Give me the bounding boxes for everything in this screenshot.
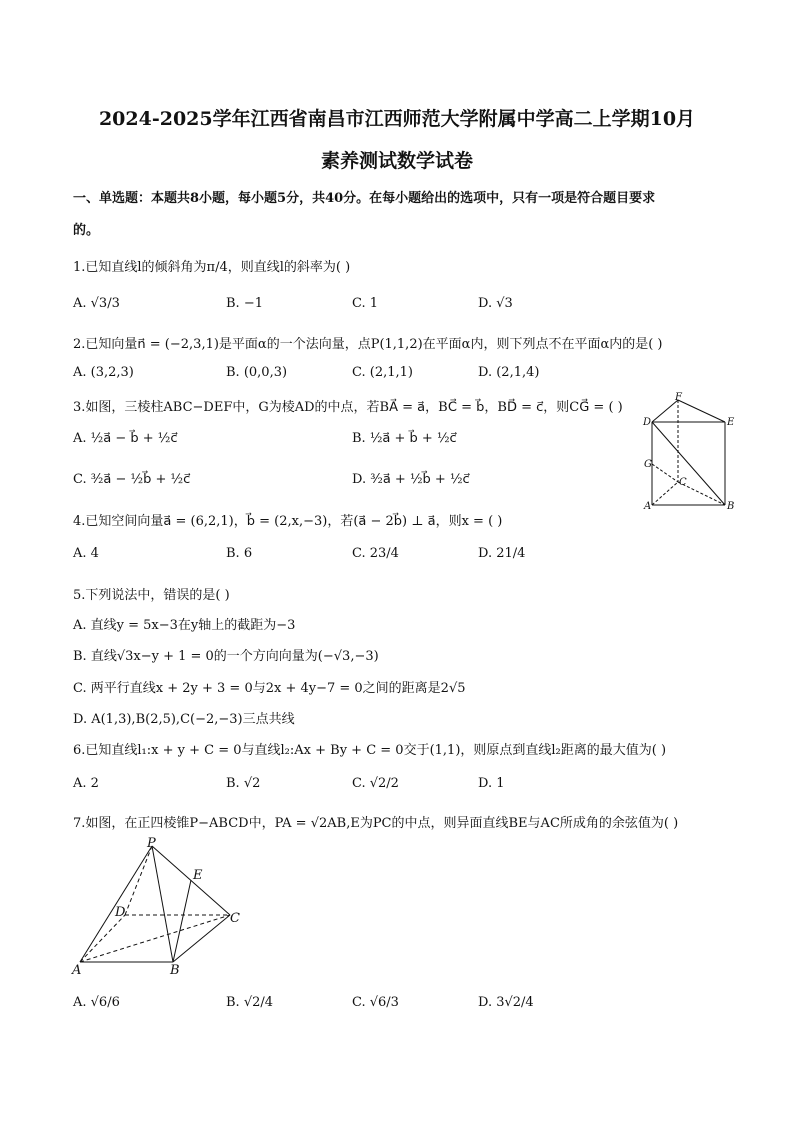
question-2-stem: 2.已知向量n⃗ = (−2,3,1)是平面α的一个法向量，点P(1,1,2)在平面α内，则下列点不在平面α内的是( ) bbox=[73, 337, 663, 352]
question-7-option-d: D. 3√2/4 bbox=[478, 995, 534, 1010]
prism-label-g: G bbox=[644, 459, 652, 470]
question-3-option-c: C. ³⁄₂a⃗ − ½b⃗ + ½c⃗ bbox=[73, 472, 191, 487]
question-1-option-a: A. √3/3 bbox=[73, 296, 120, 311]
question-3-option-d: D. ³⁄₂a⃗ + ½b⃗ + ½c⃗ bbox=[352, 472, 470, 487]
question-3-option-a: A. ½a⃗ − b⃗ + ½c⃗ bbox=[73, 431, 178, 446]
question-4-option-c: C. 23/4 bbox=[352, 546, 399, 561]
question-2-option-b: B. (0,0,3) bbox=[226, 365, 288, 380]
question-7-option-a: A. √6/6 bbox=[73, 995, 120, 1010]
question-1-option-b: B. −1 bbox=[226, 296, 263, 311]
question-7-option-b: B. √2/4 bbox=[226, 995, 274, 1010]
question-2-option-d: D. (2,1,4) bbox=[478, 365, 540, 380]
pyramid-label-d: D bbox=[115, 905, 126, 920]
pyramid-label-b: B bbox=[170, 963, 180, 978]
pyramid-label-p: P bbox=[147, 836, 156, 851]
question-4-stem: 4.已知空间向量a⃗ = (6,2,1)，b⃗ = (2,x,−3)，若(a⃗ − 2b⃗) ⊥ a⃗，则x = ( ) bbox=[73, 514, 503, 529]
pyramid-label-c: C bbox=[230, 911, 240, 926]
question-3-stem: 3.如图，三棱柱ABC−DEF中，G为棱AD的中点，若BA⃗ = a⃗，BC⃗ = b⃗，BD⃗ = c⃗，则CG⃗ = ( ) bbox=[73, 400, 623, 415]
question-6-option-a: A. 2 bbox=[73, 776, 99, 791]
question-1-option-c: C. 1 bbox=[352, 296, 379, 311]
section-heading: 一、单选题：本题共8小题，每小题5分，共40分。在每小题给出的选项中，只有一项是符合题目要求 bbox=[73, 191, 656, 206]
question-5-option-a: A. 直线y = 5x−3在y轴上的截距为−3 bbox=[73, 618, 296, 633]
question-5-option-c: C. 两平行直线x + 2y + 3 = 0与2x + 4y−7 = 0之间的距离是2√5 bbox=[73, 681, 466, 696]
question-1-option-d: D. √3 bbox=[478, 296, 513, 311]
question-6-option-b: B. √2 bbox=[226, 776, 261, 791]
question-6-option-c: C. √2/2 bbox=[352, 776, 399, 791]
prism-label-c: C bbox=[679, 477, 687, 488]
pyramid-figure bbox=[70, 836, 250, 978]
prism-label-d: D bbox=[643, 417, 652, 428]
question-5-stem: 5.下列说法中，错误的是( ) bbox=[73, 588, 230, 603]
prism-label-f: F bbox=[675, 392, 682, 403]
page-title-line2: 素养测试数学试卷 bbox=[320, 150, 473, 172]
question-6-option-d: D. 1 bbox=[478, 776, 505, 791]
question-6-stem: 6.已知直线l₁:x + y + C = 0与直线l₂:Ax + By + C = 0交于(1,1)，则原点到直线l₂距离的最大值为( ) bbox=[73, 743, 667, 758]
question-4-option-d: D. 21/4 bbox=[478, 546, 526, 561]
pyramid-label-a: A bbox=[72, 963, 82, 978]
prism-label-b: B bbox=[727, 501, 735, 512]
question-4-option-a: A. 4 bbox=[73, 546, 99, 561]
question-7-option-c: C. √6/3 bbox=[352, 995, 399, 1010]
question-3-option-b: B. ½a⃗ + b⃗ + ½c⃗ bbox=[352, 431, 457, 446]
question-1-stem: 1.已知直线l的倾斜角为π/4，则直线l的斜率为( ) bbox=[73, 260, 351, 275]
page-title-line1: 2024-2025学年江西省南昌市江西师范大学附属中学高二上学期10月 bbox=[98, 108, 696, 130]
question-7-stem: 7.如图，在正四棱锥P−ABCD中，PA = √2AB,E为PC的中点，则异面直线BE与AC所成角的余弦值为( ) bbox=[73, 816, 679, 831]
prism-label-a: A bbox=[644, 501, 652, 512]
pyramid-label-e: E bbox=[193, 868, 203, 883]
question-2-option-c: C. (2,1,1) bbox=[352, 365, 413, 380]
prism-figure bbox=[640, 392, 740, 514]
prism-label-e: E bbox=[727, 417, 735, 428]
question-4-option-b: B. 6 bbox=[226, 546, 253, 561]
section-heading-cont: 的。 bbox=[73, 223, 100, 238]
question-5-option-d: D. A(1,3),B(2,5),C(−2,−3)三点共线 bbox=[73, 712, 295, 727]
question-5-option-b: B. 直线√3x−y + 1 = 0的一个方向向量为(−√3,−3) bbox=[73, 649, 379, 664]
question-2-option-a: A. (3,2,3) bbox=[73, 365, 134, 380]
